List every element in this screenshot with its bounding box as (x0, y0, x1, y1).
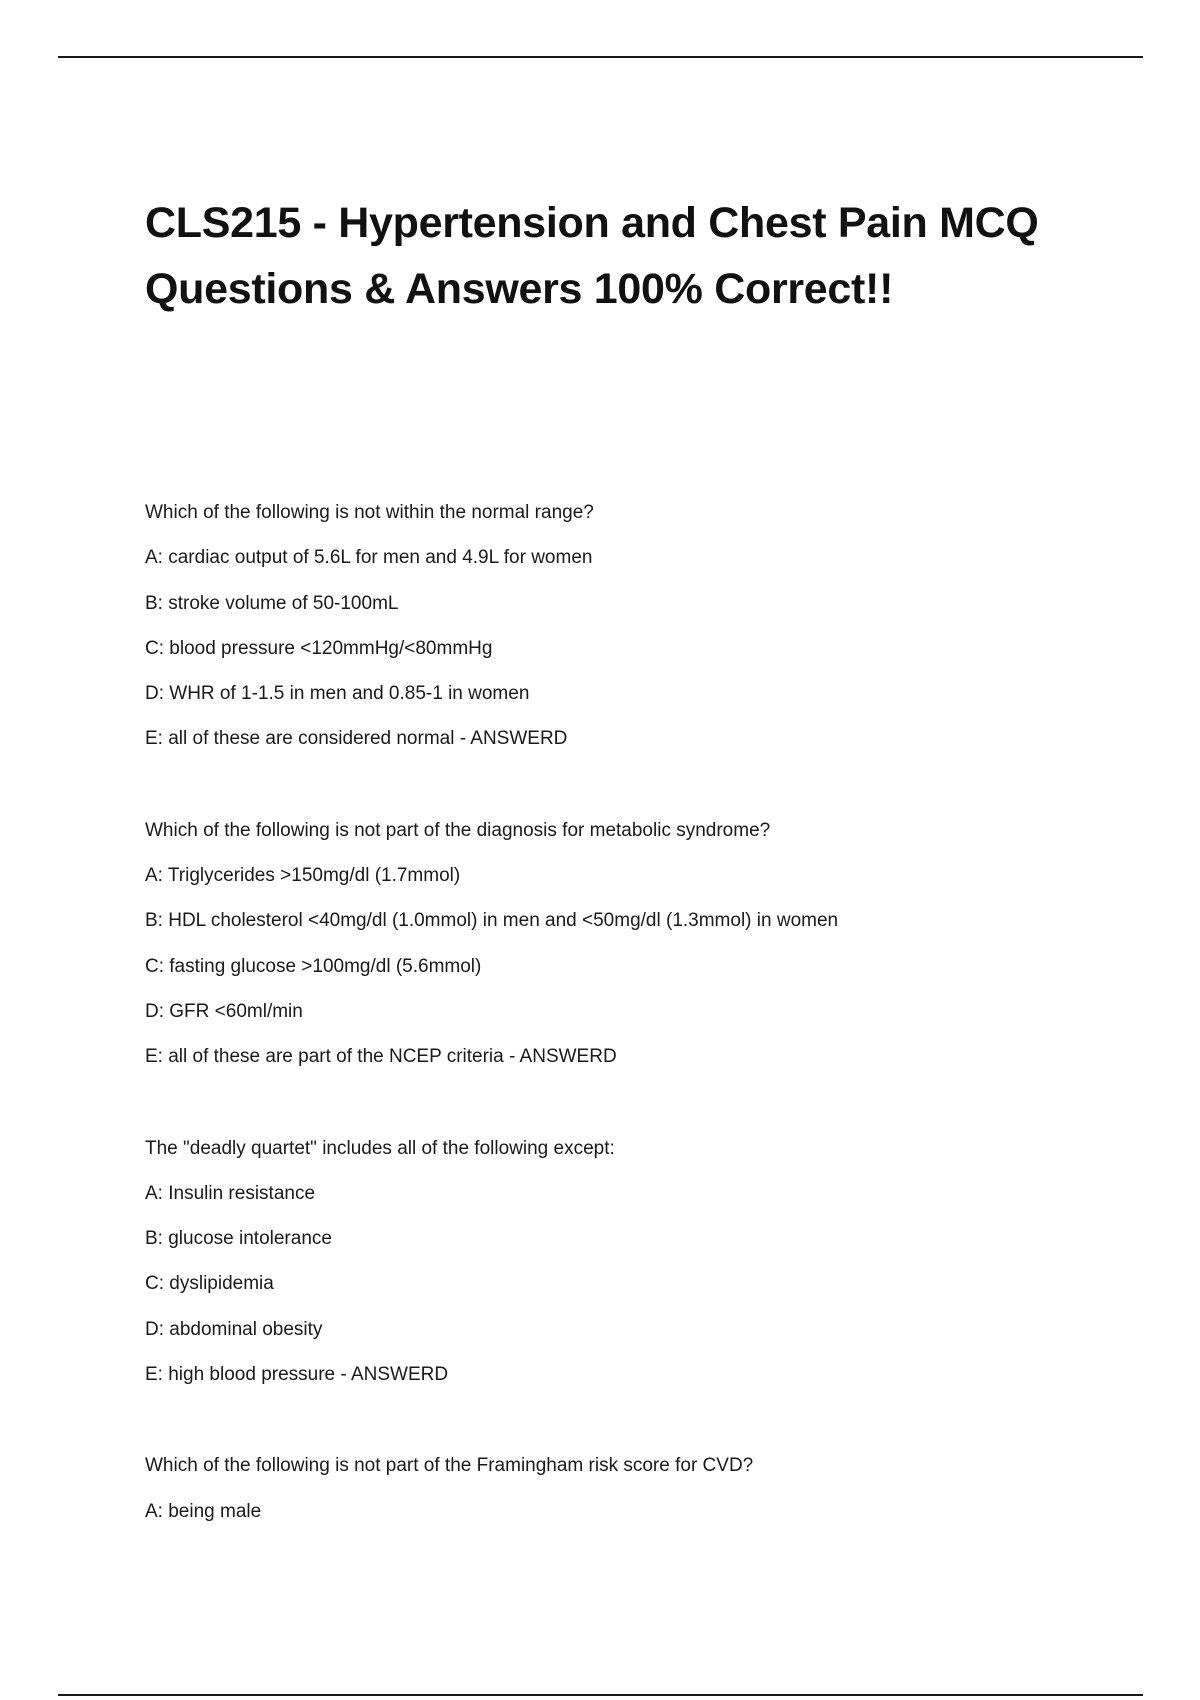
answer-option: A: cardiac output of 5.6L for men and 4.9L for women (145, 547, 593, 569)
answer-option: E: all of these are considered normal - ANSWERD (145, 728, 568, 750)
answer-option: D: abdominal obesity (145, 1318, 323, 1340)
question-block (145, 490, 1105, 762)
document-title (145, 190, 1105, 322)
answer-option: D: WHR of 1-1.5 in men and 0.85-1 in women (145, 683, 530, 705)
question-text: The "deadly quartet" includes all of the following except: (145, 1137, 615, 1159)
answer-option: A: Insulin resistance (145, 1182, 316, 1204)
question-block (145, 1126, 1105, 1398)
answer-option: A: being male (145, 1500, 262, 1522)
answer-option: D: GFR <60ml/min (145, 1000, 303, 1022)
answer-option: C: fasting glucose >100mg/dl (5.6mmol) (145, 955, 482, 977)
title-line: CLS215 - Hypertension and Chest Pain MCQ (145, 199, 1039, 247)
answer-option: B: HDL cholesterol <40mg/dl (1.0mmol) in men and <50mg/dl (1.3mmol) in women (145, 910, 839, 932)
question-block (145, 1443, 1105, 1534)
answer-option: C: blood pressure <120mmHg/<80mmHg (145, 637, 493, 659)
question-list (145, 490, 1105, 1580)
answer-option: B: stroke volume of 50-100mL (145, 592, 399, 614)
question-text: Which of the following is not within the normal range? (145, 502, 594, 523)
answer-option: E: high blood pressure - ANSWERD (145, 1364, 449, 1386)
header-rule (58, 56, 1143, 58)
answer-option: B: glucose intolerance (145, 1228, 332, 1250)
answer-option: E: all of these are part of the NCEP criteria - ANSWERD (145, 1046, 617, 1068)
footer-rule (58, 1694, 1143, 1696)
question-text: Which of the following is not part of the diagnosis for metabolic syndrome? (145, 819, 771, 841)
question-text: Which of the following is not part of the Framingham risk score for CVD? (145, 1455, 754, 1477)
title-line: Questions & Answers 100% Correct!! (145, 265, 894, 313)
answer-option: A: Triglycerides >150mg/dl (1.7mmol) (145, 865, 461, 887)
question-block (145, 808, 1105, 1080)
answer-option: C: dyslipidemia (145, 1273, 274, 1295)
